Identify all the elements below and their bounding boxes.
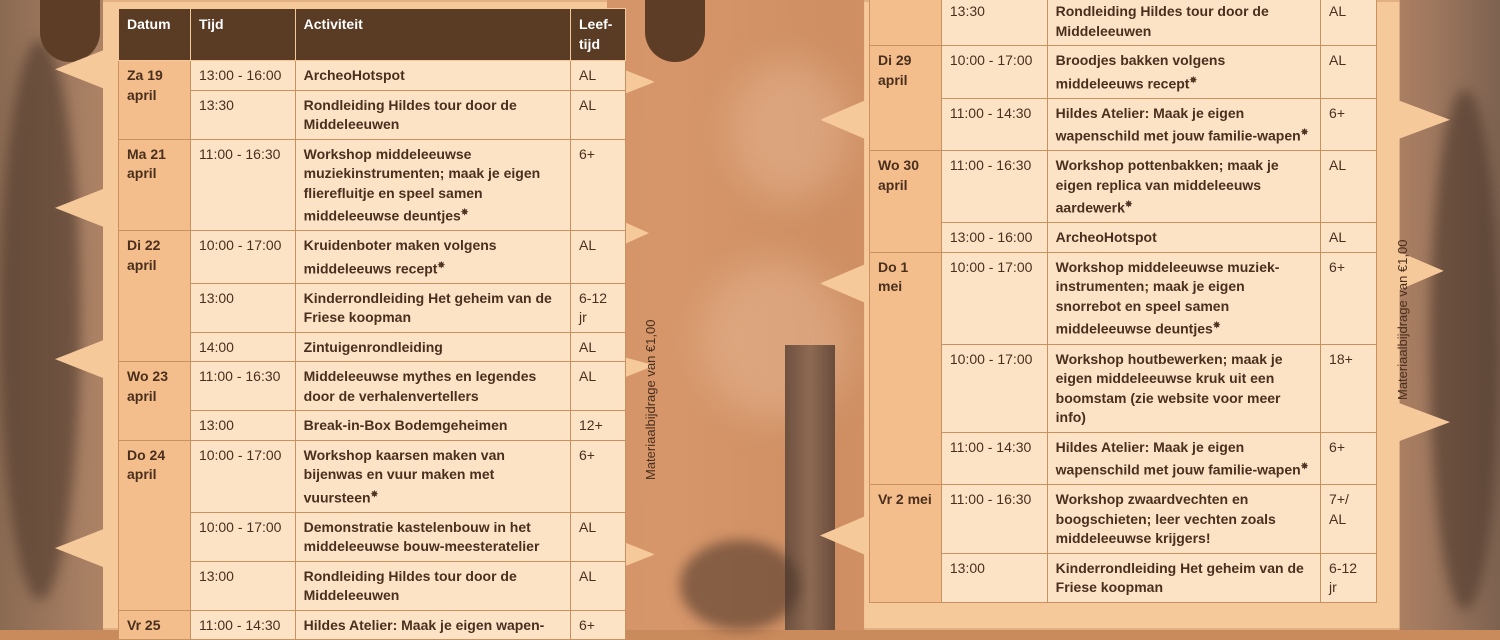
time-cell-text: 13:30	[198, 96, 234, 113]
age-cell-text: AL	[579, 368, 597, 385]
activity-cell-text: Workshop houtbewerken; maak je eigen middeleeuwse kruk uit een boomstam (zie website voor meer info)	[1055, 350, 1283, 426]
date-cell: Za 19 april	[119, 61, 191, 140]
time-cell	[190, 90, 295, 139]
age-cell-text: AL	[579, 237, 597, 254]
age-cell	[571, 362, 626, 411]
activity-cell-text: Workshop kaarsen maken van bijenwas en vuur maken met vuursteen	[303, 446, 505, 506]
scroll-roll-right	[645, 0, 705, 62]
star-icon: ✵	[1124, 199, 1133, 210]
time-cell-text: 10:00 - 17:00	[949, 350, 1033, 367]
star-icon: ✵	[460, 207, 469, 217]
age-cell-text: AL	[1329, 3, 1347, 19]
header-age: Leef-tijd	[571, 9, 626, 61]
activity-cell-text: ArcheoHotspot	[303, 67, 405, 83]
age-cell-text: 6+	[579, 145, 595, 162]
time-cell	[941, 223, 1047, 253]
age-cell	[571, 90, 626, 139]
time-cell	[941, 0, 1047, 46]
table-row	[119, 90, 626, 139]
time-cell	[941, 553, 1047, 602]
activity-cell	[295, 362, 570, 411]
table-row	[870, 252, 1377, 344]
activity-cell	[1047, 432, 1320, 485]
activity-cell	[295, 231, 570, 284]
age-cell	[571, 411, 626, 441]
time-cell	[941, 252, 1047, 344]
age-cell-text: AL	[579, 518, 597, 535]
time-cell	[190, 610, 295, 640]
time-cell-text: 14:00	[198, 338, 234, 355]
time-cell	[941, 344, 1047, 432]
activity-cell	[1047, 223, 1320, 253]
activity-cell-text: Rondleiding Hildes tour door de Middeleeuwen	[303, 96, 517, 132]
age-cell-text: AL	[1329, 229, 1347, 246]
age-cell	[571, 283, 626, 332]
material-fee-note-right: Materiaalbijdrage van €1,00	[1395, 239, 1410, 400]
date-cell: Vr 25	[119, 610, 191, 640]
time-cell	[190, 332, 295, 362]
age-cell-text: AL	[579, 67, 597, 83]
time-cell-text: 11:00 - 14:30	[949, 104, 1032, 121]
age-cell	[571, 440, 626, 512]
time-cell-text: 11:00 - 16:30	[949, 491, 1032, 508]
date-cell: Di 29 april	[870, 46, 942, 151]
age-cell-text: 7+/ AL	[1329, 491, 1349, 527]
star-icon: ✵	[1212, 320, 1221, 331]
activity-cell-text: Zintuigenrondleiding	[303, 338, 443, 355]
activity-cell-text: Broodjes bakken volgens middeleeuws recept	[1055, 52, 1226, 92]
age-cell	[571, 610, 626, 640]
age-cell-text: AL	[579, 338, 597, 355]
time-cell-text: 10:00 - 17:00	[198, 237, 282, 254]
time-cell	[190, 231, 295, 284]
date-cell	[870, 0, 942, 46]
schedule-table-left	[118, 8, 626, 640]
table-row	[870, 553, 1377, 602]
time-cell	[941, 98, 1047, 151]
activity-cell-text: Workshop middeleeuwse muziekinstrumenten; maak je eigen flierefluitje en speel samen middeleeuwse deuntjes	[303, 145, 541, 224]
time-cell-text: 11:00 - 16:30	[949, 157, 1032, 174]
time-cell-text: 10:00 - 17:00	[198, 446, 282, 463]
activity-cell-text: Workshop zwaardvechten en boogschieten; leer vechten zoals middeleeuwse krijgers!	[1055, 491, 1276, 547]
time-cell	[190, 61, 295, 91]
time-cell	[941, 46, 1047, 99]
activity-cell	[1047, 252, 1320, 344]
date-cell: Ma 21 april	[119, 139, 191, 231]
table-row	[870, 432, 1377, 485]
age-cell	[571, 139, 626, 231]
time-cell-text: 13:30	[949, 3, 985, 19]
date-cell: Di 22 april	[119, 231, 191, 362]
table-row	[870, 151, 1377, 223]
age-cell-text: AL	[579, 567, 597, 584]
age-cell-text: 12+	[579, 417, 603, 434]
age-cell-text: AL	[1329, 157, 1347, 174]
age-cell	[1321, 344, 1377, 432]
age-cell	[1321, 485, 1377, 554]
age-cell	[1321, 151, 1377, 223]
age-cell-text: 6+	[1329, 258, 1346, 275]
time-cell-text: 10:00 - 17:00	[949, 52, 1033, 68]
activity-cell-text: Demonstratie kastelenbouw in het middeleeuwse bouw-meesteratelier	[303, 518, 540, 555]
scroll-roll-left	[40, 0, 100, 62]
age-cell-text: AL	[1329, 52, 1347, 68]
activity-cell	[295, 139, 570, 231]
table-row	[119, 362, 626, 411]
age-cell	[571, 61, 626, 91]
age-cell	[1321, 223, 1377, 253]
activity-cell	[295, 332, 570, 362]
table-row	[870, 98, 1377, 151]
activity-cell	[295, 561, 570, 610]
age-cell-text: 18+	[1329, 350, 1353, 367]
age-cell	[571, 332, 626, 362]
table-row	[119, 440, 626, 512]
table-row	[119, 231, 626, 284]
time-cell	[941, 432, 1047, 485]
table-row	[119, 283, 626, 332]
activity-cell	[295, 610, 570, 640]
activity-cell-text: Hildes Atelier: Maak je eigen wapen-	[303, 616, 545, 633]
age-cell	[1321, 432, 1377, 485]
table-row	[119, 411, 626, 441]
time-cell-text: 11:00 - 14:30	[198, 616, 281, 633]
activity-cell	[1047, 46, 1320, 99]
time-cell	[190, 512, 295, 561]
age-cell	[1321, 46, 1377, 99]
table-row	[119, 139, 626, 231]
table-row	[870, 485, 1377, 554]
date-cell: Wo 23 april	[119, 362, 191, 441]
activity-cell-text: ArcheoHotspot	[1055, 229, 1157, 246]
schedule-table-right	[869, 0, 1377, 603]
time-cell-text: 13:00 - 16:00	[198, 67, 282, 83]
time-cell-text: 13:00	[198, 289, 234, 306]
age-cell	[1321, 98, 1377, 151]
age-cell-text: 6+	[1329, 104, 1346, 121]
activity-cell	[295, 283, 570, 332]
activity-cell	[1047, 344, 1320, 432]
header-date: Datum	[119, 9, 191, 61]
time-cell-text: 11:00 - 14:30	[949, 438, 1032, 455]
activity-cell-text: Hildes Atelier: Maak je eigen wapenschild met jouw familie-wapen	[1055, 104, 1301, 144]
activity-cell	[1047, 151, 1320, 223]
table-row	[870, 223, 1377, 253]
activity-cell-text: Kinderrondleiding Het geheim van de Friese koopman	[303, 289, 552, 326]
activity-cell-text: Kinderrondleiding Het geheim van de Friese koopman	[1055, 559, 1304, 596]
time-cell-text: 13:00	[949, 559, 985, 576]
activity-cell-text: Break-in-Box Bodemgeheimen	[303, 417, 508, 434]
activity-cell	[295, 440, 570, 512]
header-activity: Activiteit	[295, 9, 570, 61]
activity-cell-text: Kruidenboter maken volgens middeleeuws recept	[303, 237, 497, 277]
age-cell	[1321, 553, 1377, 602]
star-icon: ✵	[1300, 461, 1309, 472]
star-icon: ✵	[437, 259, 446, 270]
age-cell-text: AL	[579, 96, 597, 113]
time-cell-text: 10:00 - 17:00	[198, 518, 282, 535]
activity-cell	[1047, 0, 1320, 46]
age-cell	[571, 231, 626, 284]
table-row	[119, 332, 626, 362]
activity-cell	[295, 512, 570, 561]
header-time: Tijd	[190, 9, 295, 61]
activity-cell-text: Workshop pottenbakken; maak je eigen replica van middeleeuws aardewerk	[1055, 157, 1279, 216]
time-cell-text: 11:00 - 16:30	[198, 368, 281, 385]
activity-cell-text: Middeleeuwse mythes en legendes door de verhalenvertellers	[303, 368, 537, 404]
activity-cell	[1047, 98, 1320, 151]
table-row	[870, 46, 1377, 99]
time-cell	[941, 151, 1047, 223]
time-cell-text: 11:00 - 16:30	[198, 145, 281, 162]
star-icon: ✵	[1300, 127, 1309, 138]
age-cell	[571, 561, 626, 610]
date-cell: Wo 30 april	[870, 151, 942, 253]
age-cell-text: 6-12 jr	[1329, 559, 1358, 596]
activity-cell-text: Rondleiding Hildes tour door de Middeleeuwen	[303, 567, 517, 604]
time-cell-text: 13:00	[198, 417, 234, 434]
time-cell	[190, 283, 295, 332]
activity-cell	[295, 90, 570, 139]
age-cell-text: 6-12 jr	[579, 289, 608, 326]
time-cell	[190, 362, 295, 411]
age-cell-text: 6+	[1329, 438, 1346, 455]
age-cell-text: 6+	[579, 446, 595, 463]
activity-cell	[1047, 485, 1320, 554]
age-cell	[1321, 252, 1377, 344]
activity-cell	[295, 411, 570, 441]
time-cell	[941, 485, 1047, 554]
table-row	[119, 610, 626, 640]
activity-cell-text: Rondleiding Hildes tour door de Middeleeuwen	[1055, 3, 1269, 39]
time-cell	[190, 411, 295, 441]
time-cell-text: 10:00 - 17:00	[949, 258, 1033, 275]
time-cell	[190, 561, 295, 610]
time-cell-text: 13:00	[198, 567, 234, 584]
date-cell: Vr 2 mei	[870, 485, 942, 603]
star-icon: ✵	[370, 488, 379, 499]
age-cell	[571, 512, 626, 561]
activity-cell	[295, 61, 570, 91]
table-row	[870, 0, 1377, 46]
time-cell-text: 13:00 - 16:00	[949, 229, 1033, 246]
activity-cell-text: Hildes Atelier: Maak je eigen wapenschild met jouw familie-wapen	[1055, 438, 1301, 478]
table-row	[119, 561, 626, 610]
activity-cell-text: Workshop middeleeuwse muziek-instrumenten; maak je eigen snorrebot en speel samen middeleeuwse deuntjes	[1055, 258, 1280, 338]
header-row	[119, 9, 626, 61]
material-fee-note: Materiaalbijdrage van €1,00	[643, 319, 658, 480]
time-cell	[190, 139, 295, 231]
date-cell: Do 24 april	[119, 440, 191, 610]
date-cell: Do 1 mei	[870, 252, 942, 484]
activity-cell	[1047, 553, 1320, 602]
star-icon: ✵	[1189, 74, 1198, 85]
table-row	[119, 61, 626, 91]
time-cell	[190, 440, 295, 512]
table-row	[870, 344, 1377, 432]
age-cell	[1321, 0, 1377, 46]
age-cell-text: 6+	[579, 616, 595, 633]
table-row	[119, 512, 626, 561]
